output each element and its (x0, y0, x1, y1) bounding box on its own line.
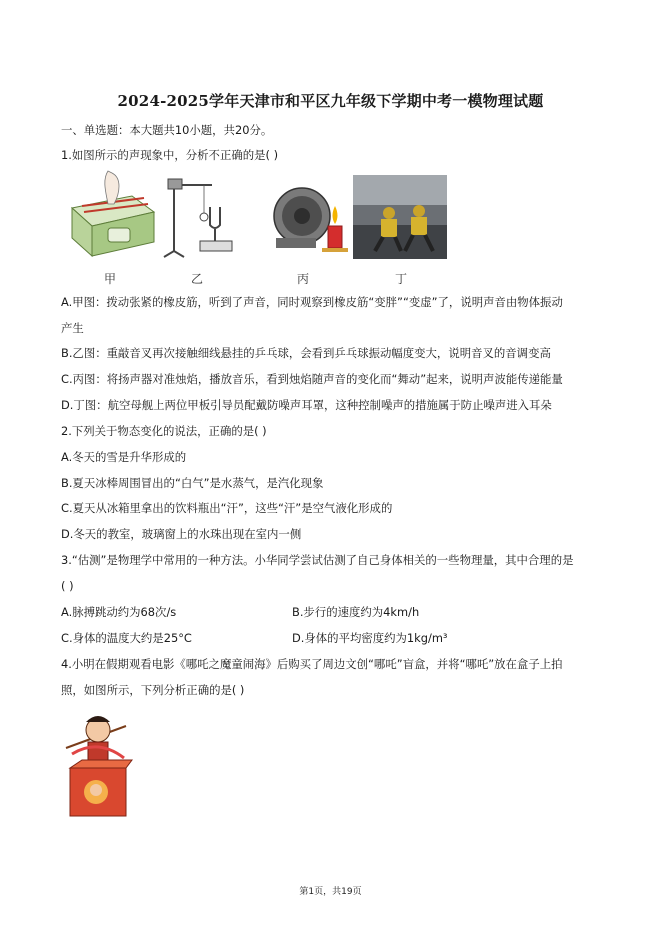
figure-rubber-band-box (62, 168, 162, 260)
q1-option-a-cont: 产生 (61, 321, 84, 335)
q3-stem-cont: ( ) (61, 579, 74, 593)
q4-stem-cont: 照，如图所示，下列分析正确的是( ) (61, 683, 245, 697)
q3-option-c: C.身体的温度大约是25°C (61, 631, 192, 645)
q3-option-d: D.身体的平均密度约为1kg/m³ (292, 631, 448, 645)
q2-option-d: D.冬天的教室，玻璃窗上的水珠出现在室内一侧 (61, 527, 302, 541)
figure-nezha-blind-box (62, 708, 134, 820)
caption-jia: 甲 (104, 272, 117, 286)
page-footer: 第1页，共19页 (299, 887, 362, 897)
q1-option-a: A.甲图：拨动张紧的橡皮筋，听到了声音，同时观察到橡皮筋“变胖”“变虚”了，说明声音由物体振动 (61, 295, 563, 309)
q3-option-a: A.脉搏跳动约为68次/s (61, 605, 177, 619)
q3-stem: 3.“估测”是物理学中常用的一种方法。小华同学尝试估测了自己身体相关的一些物理量，其中合理的是 (61, 553, 574, 567)
q2-stem: 2.下列关于物态变化的说法，正确的是( ) (61, 424, 267, 438)
q3-option-b: B.步行的速度约为4km/h (292, 605, 420, 619)
section-heading-text: 一、单选题：本大题共10小题，共20分。 (61, 123, 273, 137)
caption-bing: 丙 (297, 272, 310, 286)
caption-yi: 乙 (191, 272, 204, 286)
q4-stem: 4.小明在假期观看电影《哪吒之魔童闹海》后购买了周边文创“哪吒”盲盒，并将“哪吒”放在盒子上拍 (61, 657, 563, 671)
q2-option-b: B.夏天冰棒周围冒出的“白气”是水蒸气，是汽化现象 (61, 476, 324, 490)
page-title: 2024-2025学年天津市和平区九年级下学期中考一模物理试题 (117, 92, 544, 110)
figure-speaker-candle (272, 176, 352, 258)
q2-option-c: C.夏天从冰箱里拿出的饮料瓶出“汗”，这些“汗”是空气液化形成的 (61, 501, 393, 515)
q1-stem: 1.如图所示的声现象中，分析不正确的是( ) (61, 148, 279, 162)
q1-option-b: B.乙图：重敲音叉再次接触细线悬挂的乒乓球，会看到乒乓球振动幅度变大，说明音叉的音调变高 (61, 346, 551, 360)
q2-option-a: A.冬天的雪是升华形成的 (61, 450, 187, 464)
figure-tuning-fork (160, 175, 240, 263)
caption-ding: 丁 (395, 272, 408, 286)
section-heading (61, 122, 272, 138)
q1-option-d: D.丁图：航空母舰上两位甲板引导员配戴防噪声耳罩，这种控制噪声的措施属于防止噪声进入耳朵 (61, 398, 552, 412)
figure-carrier-crew (353, 175, 447, 259)
q1-option-c: C.丙图：将扬声器对准烛焰，播放音乐，看到烛焰随声音的变化而“舞动”起来，说明声波能传递能量 (61, 372, 563, 386)
